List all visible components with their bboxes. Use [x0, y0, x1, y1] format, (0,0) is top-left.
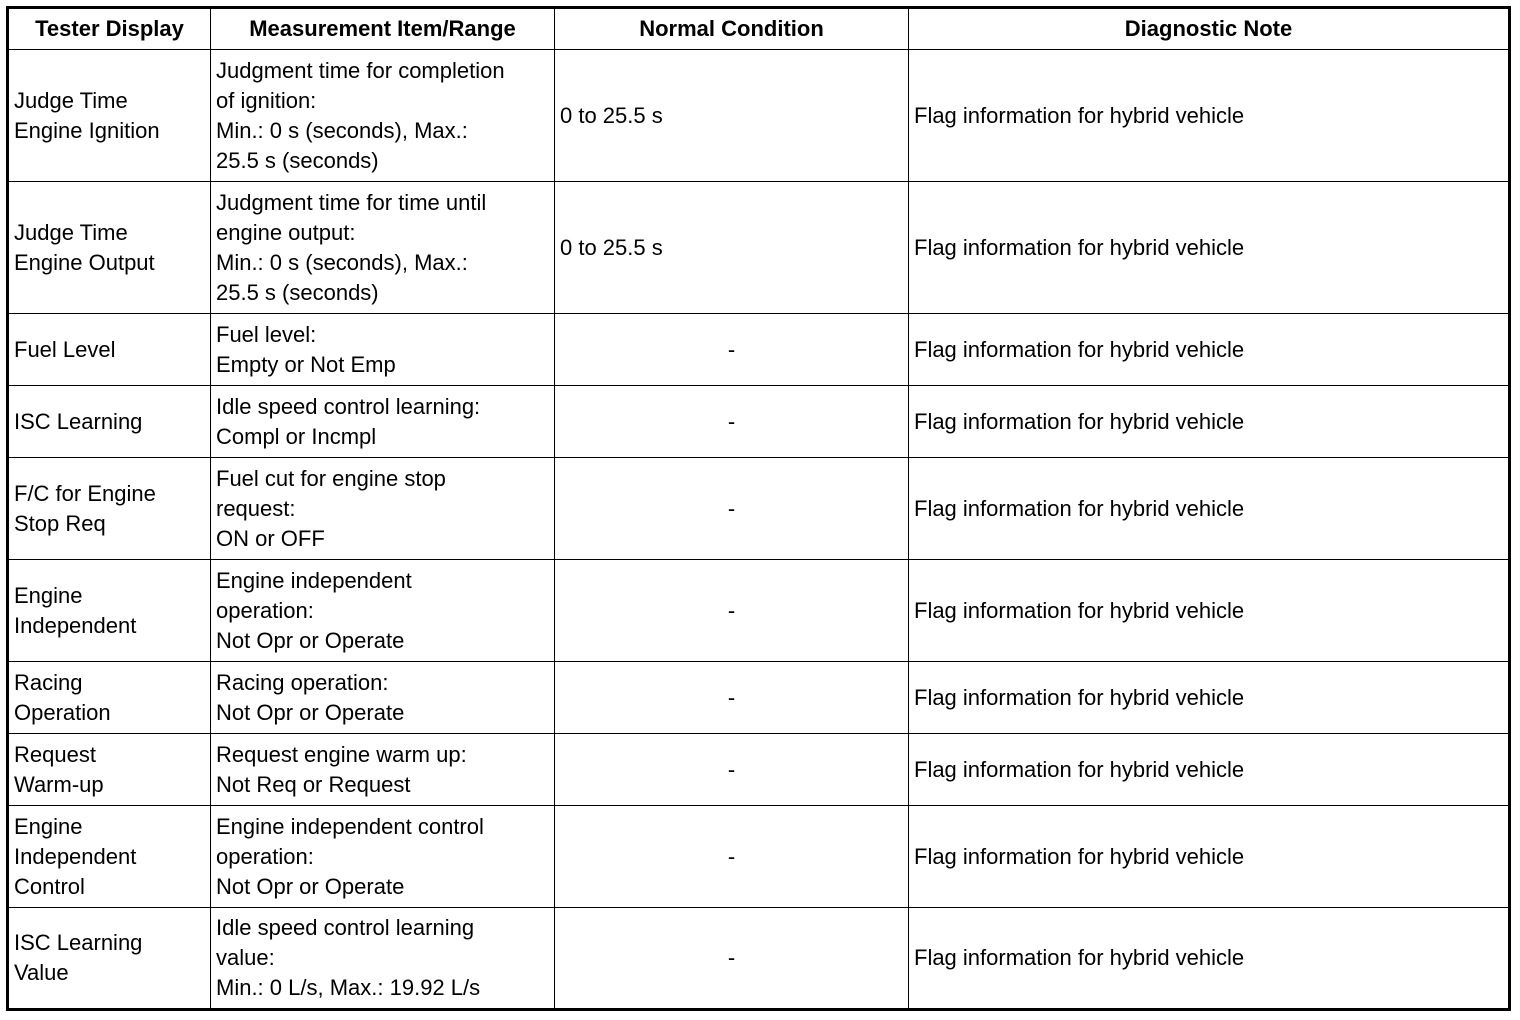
normal-condition-cell: - — [555, 314, 909, 386]
diagnostic-note-cell: Flag information for hybrid vehicle — [909, 734, 1510, 806]
measurement-cell: Judgment time for time until engine output: Min.: 0 s (seconds), Max.: 25.5 s (seconds) — [211, 182, 555, 314]
diagnostic-note-cell: Flag information for hybrid vehicle — [909, 182, 1510, 314]
tester-display-cell: Judge Time Engine Output — [8, 182, 211, 314]
tester-display-cell: F/C for Engine Stop Req — [8, 458, 211, 560]
measurement-cell: Idle speed control learning: Compl or Incmpl — [211, 386, 555, 458]
normal-condition-cell: - — [555, 386, 909, 458]
table-row — [8, 458, 1510, 560]
table-row — [8, 182, 1510, 314]
table-row — [8, 560, 1510, 662]
header-measurement-item-range: Measurement Item/Range — [211, 8, 555, 50]
tester-display-cell: Judge Time Engine Ignition — [8, 50, 211, 182]
normal-condition-cell: - — [555, 908, 909, 1010]
normal-condition-cell: 0 to 25.5 s — [555, 182, 909, 314]
measurement-cell: Fuel level: Empty or Not Emp — [211, 314, 555, 386]
tester-display-cell: Request Warm-up — [8, 734, 211, 806]
table-row — [8, 662, 1510, 734]
table-header — [8, 8, 1510, 50]
data-list-table — [6, 6, 1511, 1011]
table-row — [8, 314, 1510, 386]
table-row — [8, 806, 1510, 908]
table-row — [8, 734, 1510, 806]
header-diagnostic-note: Diagnostic Note — [909, 8, 1510, 50]
table-row — [8, 50, 1510, 182]
normal-condition-cell: - — [555, 734, 909, 806]
measurement-cell: Request engine warm up: Not Req or Request — [211, 734, 555, 806]
tester-display-cell: Engine Independent — [8, 560, 211, 662]
tester-display-cell: Fuel Level — [8, 314, 211, 386]
table-row — [8, 386, 1510, 458]
normal-condition-cell: - — [555, 458, 909, 560]
diagnostic-note-cell: Flag information for hybrid vehicle — [909, 458, 1510, 560]
diagnostic-note-cell: Flag information for hybrid vehicle — [909, 662, 1510, 734]
header-normal-condition: Normal Condition — [555, 8, 909, 50]
measurement-cell: Idle speed control learning value: Min.: 0 L/s, Max.: 19.92 L/s — [211, 908, 555, 1010]
normal-condition-cell: - — [555, 662, 909, 734]
diagnostic-note-cell: Flag information for hybrid vehicle — [909, 50, 1510, 182]
header-tester-display: Tester Display — [8, 8, 211, 50]
normal-condition-cell: - — [555, 560, 909, 662]
header-row — [8, 8, 1510, 50]
table-row — [8, 908, 1510, 1010]
diagnostic-note-cell: Flag information for hybrid vehicle — [909, 386, 1510, 458]
tester-display-cell: ISC Learning Value — [8, 908, 211, 1010]
measurement-cell: Engine independent control operation: Not Opr or Operate — [211, 806, 555, 908]
tester-display-cell: Engine Independent Control — [8, 806, 211, 908]
tester-display-cell: ISC Learning — [8, 386, 211, 458]
measurement-cell: Fuel cut for engine stop request: ON or OFF — [211, 458, 555, 560]
diagnostic-note-cell: Flag information for hybrid vehicle — [909, 806, 1510, 908]
diagnostic-note-cell: Flag information for hybrid vehicle — [909, 560, 1510, 662]
normal-condition-cell: - — [555, 806, 909, 908]
measurement-cell: Racing operation: Not Opr or Operate — [211, 662, 555, 734]
diagnostic-note-cell: Flag information for hybrid vehicle — [909, 908, 1510, 1010]
tester-display-cell: Racing Operation — [8, 662, 211, 734]
measurement-cell: Judgment time for completion of ignition: Min.: 0 s (seconds), Max.: 25.5 s (seconds) — [211, 50, 555, 182]
normal-condition-cell: 0 to 25.5 s — [555, 50, 909, 182]
table-body — [8, 50, 1510, 1010]
measurement-cell: Engine independent operation: Not Opr or Operate — [211, 560, 555, 662]
diagnostic-note-cell: Flag information for hybrid vehicle — [909, 314, 1510, 386]
